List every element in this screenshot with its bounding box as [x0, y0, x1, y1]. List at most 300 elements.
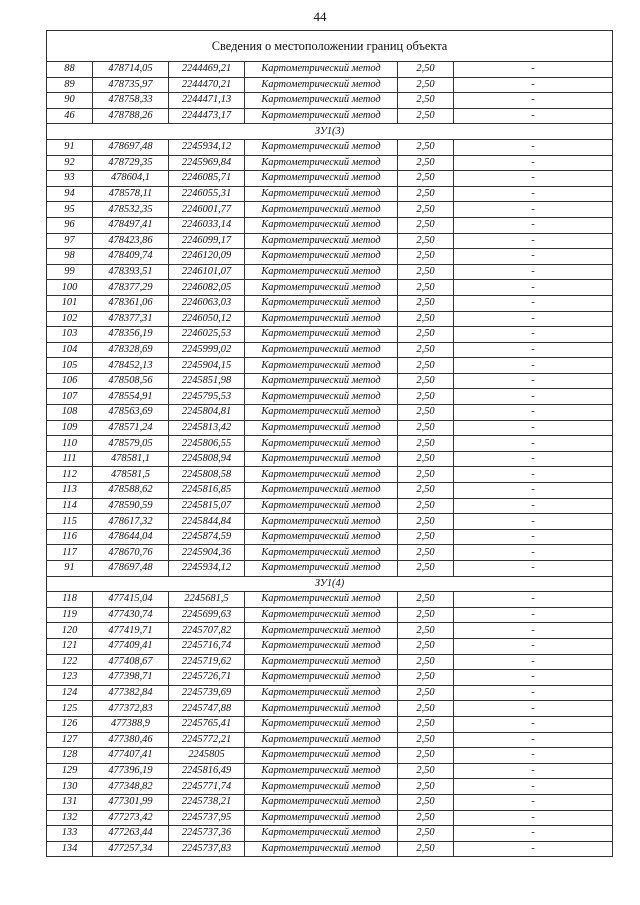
- accuracy-value: 2,50: [398, 358, 454, 374]
- coordinate-x: 477273,42: [93, 810, 169, 826]
- accuracy-value: 2,50: [398, 794, 454, 810]
- coordinate-x: 477372,83: [93, 701, 169, 717]
- coordinate-y: 2245765,41: [169, 716, 245, 732]
- point-description: -: [454, 342, 613, 358]
- accuracy-value: 2,50: [398, 701, 454, 717]
- point-description: -: [454, 467, 613, 483]
- coordinate-y: 2245681,5: [169, 592, 245, 608]
- determination-method: Картометрический метод: [245, 358, 398, 374]
- coordinate-y: 2245737,95: [169, 810, 245, 826]
- table-row: [47, 592, 613, 608]
- point-number: 107: [47, 389, 93, 405]
- accuracy-value: 2,50: [398, 436, 454, 452]
- point-description: -: [454, 451, 613, 467]
- coordinate-y: 2246099,17: [169, 233, 245, 249]
- determination-method: Картометрический метод: [245, 670, 398, 686]
- accuracy-value: 2,50: [398, 592, 454, 608]
- determination-method: Картометрический метод: [245, 171, 398, 187]
- point-description: -: [454, 295, 613, 311]
- accuracy-value: 2,50: [398, 514, 454, 530]
- coordinate-y: 2245874,59: [169, 529, 245, 545]
- determination-method: Картометрический метод: [245, 545, 398, 561]
- point-description: -: [454, 561, 613, 577]
- coordinate-y: 2245738,21: [169, 794, 245, 810]
- point-number: 118: [47, 592, 93, 608]
- determination-method: Картометрический метод: [245, 794, 398, 810]
- coordinate-y: 2246082,05: [169, 280, 245, 296]
- point-description: -: [454, 280, 613, 296]
- point-description: -: [454, 171, 613, 187]
- coordinate-x: 477409,41: [93, 638, 169, 654]
- table-row: [47, 483, 613, 499]
- accuracy-value: 2,50: [398, 638, 454, 654]
- determination-method: Картометрический метод: [245, 233, 398, 249]
- table-row: [47, 498, 613, 514]
- coordinate-x: 478571,24: [93, 420, 169, 436]
- table-row: [47, 171, 613, 187]
- coordinate-y: 2245699,63: [169, 607, 245, 623]
- point-description: -: [454, 108, 613, 124]
- determination-method: Картометрический метод: [245, 607, 398, 623]
- point-number: 112: [47, 467, 93, 483]
- point-description: -: [454, 763, 613, 779]
- point-number: 99: [47, 264, 93, 280]
- determination-method: Картометрический метод: [245, 373, 398, 389]
- point-description: -: [454, 139, 613, 155]
- accuracy-value: 2,50: [398, 779, 454, 795]
- table-row: [47, 217, 613, 233]
- coordinate-y: 2245934,12: [169, 561, 245, 577]
- section-label: ЗУ1(3): [47, 124, 613, 140]
- point-description: -: [454, 186, 613, 202]
- coordinate-x: 478590,59: [93, 498, 169, 514]
- table-row: [47, 529, 613, 545]
- accuracy-value: 2,50: [398, 405, 454, 421]
- point-description: -: [454, 93, 613, 109]
- point-description: -: [454, 420, 613, 436]
- accuracy-value: 2,50: [398, 264, 454, 280]
- point-number: 94: [47, 186, 93, 202]
- coordinate-x: 478697,48: [93, 139, 169, 155]
- coordinate-x: 478579,05: [93, 436, 169, 452]
- accuracy-value: 2,50: [398, 373, 454, 389]
- coordinate-y: 2246001,77: [169, 202, 245, 218]
- point-number: 89: [47, 77, 93, 93]
- point-description: -: [454, 607, 613, 623]
- page-number: 44: [313, 9, 327, 24]
- point-number: 98: [47, 249, 93, 265]
- accuracy-value: 2,50: [398, 217, 454, 233]
- point-number: 131: [47, 794, 93, 810]
- determination-method: Картометрический метод: [245, 716, 398, 732]
- coordinate-x: 477382,84: [93, 685, 169, 701]
- coordinate-y: 2245805: [169, 748, 245, 764]
- table-row: [47, 732, 613, 748]
- point-number: 95: [47, 202, 93, 218]
- determination-method: Картометрический метод: [245, 685, 398, 701]
- point-number: 92: [47, 155, 93, 171]
- accuracy-value: 2,50: [398, 420, 454, 436]
- point-description: -: [454, 389, 613, 405]
- determination-method: Картометрический метод: [245, 841, 398, 857]
- point-number: 110: [47, 436, 93, 452]
- table-row: [47, 280, 613, 296]
- point-description: -: [454, 233, 613, 249]
- point-description: -: [454, 592, 613, 608]
- point-description: -: [454, 794, 613, 810]
- coordinate-x: 478578,11: [93, 186, 169, 202]
- accuracy-value: 2,50: [398, 295, 454, 311]
- point-number: 108: [47, 405, 93, 421]
- point-number: 125: [47, 701, 93, 717]
- determination-method: Картометрический метод: [245, 779, 398, 795]
- coordinate-y: 2246120,09: [169, 249, 245, 265]
- point-description: -: [454, 405, 613, 421]
- coordinate-y: 2244473,17: [169, 108, 245, 124]
- point-description: -: [454, 685, 613, 701]
- point-description: -: [454, 155, 613, 171]
- point-number: 121: [47, 638, 93, 654]
- coordinate-x: 478581,5: [93, 467, 169, 483]
- accuracy-value: 2,50: [398, 810, 454, 826]
- coordinate-x: 478554,91: [93, 389, 169, 405]
- determination-method: Картометрический метод: [245, 763, 398, 779]
- coordinate-x: 478714,05: [93, 62, 169, 78]
- determination-method: Картометрический метод: [245, 420, 398, 436]
- determination-method: Картометрический метод: [245, 405, 398, 421]
- accuracy-value: 2,50: [398, 607, 454, 623]
- point-description: -: [454, 77, 613, 93]
- coordinate-x: 477396,19: [93, 763, 169, 779]
- coordinate-y: 2245904,15: [169, 358, 245, 374]
- coordinate-x: 478508,56: [93, 373, 169, 389]
- accuracy-value: 2,50: [398, 841, 454, 857]
- table-row: [47, 342, 613, 358]
- determination-method: Картометрический метод: [245, 62, 398, 78]
- accuracy-value: 2,50: [398, 670, 454, 686]
- coordinate-y: 2245737,36: [169, 826, 245, 842]
- determination-method: Картометрический метод: [245, 561, 398, 577]
- point-number: 46: [47, 108, 93, 124]
- coordinate-y: 2245747,88: [169, 701, 245, 717]
- coordinate-y: 2245719,62: [169, 654, 245, 670]
- coordinate-x: 477408,67: [93, 654, 169, 670]
- determination-method: Картометрический метод: [245, 327, 398, 343]
- coordinate-x: 478581,1: [93, 451, 169, 467]
- coordinate-y: 2246055,31: [169, 186, 245, 202]
- accuracy-value: 2,50: [398, 545, 454, 561]
- point-number: 128: [47, 748, 93, 764]
- point-number: 119: [47, 607, 93, 623]
- point-description: -: [454, 748, 613, 764]
- table-row: [47, 514, 613, 530]
- coordinate-x: 478563,69: [93, 405, 169, 421]
- accuracy-value: 2,50: [398, 529, 454, 545]
- table-row: [47, 748, 613, 764]
- table-row: [47, 670, 613, 686]
- accuracy-value: 2,50: [398, 483, 454, 499]
- point-number: 93: [47, 171, 93, 187]
- point-description: -: [454, 62, 613, 78]
- coordinate-x: 478644,04: [93, 529, 169, 545]
- table-row: [47, 607, 613, 623]
- table-title-row: [47, 31, 613, 62]
- accuracy-value: 2,50: [398, 280, 454, 296]
- accuracy-value: 2,50: [398, 498, 454, 514]
- determination-method: Картометрический метод: [245, 467, 398, 483]
- table-row: [47, 826, 613, 842]
- table-row: [47, 295, 613, 311]
- table-row: [47, 373, 613, 389]
- table-row: [47, 202, 613, 218]
- coordinate-x: 478328,69: [93, 342, 169, 358]
- determination-method: Картометрический метод: [245, 93, 398, 109]
- point-number: 129: [47, 763, 93, 779]
- table-row: [47, 358, 613, 374]
- point-number: 102: [47, 311, 93, 327]
- determination-method: Картометрический метод: [245, 249, 398, 265]
- point-description: -: [454, 249, 613, 265]
- point-number: 104: [47, 342, 93, 358]
- table-row: [47, 420, 613, 436]
- point-number: 111: [47, 451, 93, 467]
- point-number: 126: [47, 716, 93, 732]
- accuracy-value: 2,50: [398, 171, 454, 187]
- coordinate-y: 2246025,53: [169, 327, 245, 343]
- coordinate-y: 2245816,85: [169, 483, 245, 499]
- coordinate-y: 2245808,94: [169, 451, 245, 467]
- point-number: 91: [47, 139, 93, 155]
- coordinate-y: 2246033,14: [169, 217, 245, 233]
- point-number: 133: [47, 826, 93, 842]
- point-description: -: [454, 264, 613, 280]
- coordinate-y: 2245815,07: [169, 498, 245, 514]
- table-row: [47, 810, 613, 826]
- point-description: -: [454, 623, 613, 639]
- accuracy-value: 2,50: [398, 654, 454, 670]
- point-description: -: [454, 638, 613, 654]
- table-row: [47, 654, 613, 670]
- point-number: 123: [47, 670, 93, 686]
- determination-method: Картометрический метод: [245, 108, 398, 124]
- coordinate-x: 478697,48: [93, 561, 169, 577]
- point-description: -: [454, 358, 613, 374]
- accuracy-value: 2,50: [398, 249, 454, 265]
- point-description: -: [454, 373, 613, 389]
- point-description: -: [454, 810, 613, 826]
- coordinate-y: 2244470,21: [169, 77, 245, 93]
- coordinate-x: 478788,26: [93, 108, 169, 124]
- coordinate-x: 478604,1: [93, 171, 169, 187]
- accuracy-value: 2,50: [398, 202, 454, 218]
- point-number: 114: [47, 498, 93, 514]
- point-number: 109: [47, 420, 93, 436]
- coordinate-y: 2245707,82: [169, 623, 245, 639]
- accuracy-value: 2,50: [398, 763, 454, 779]
- table-row: [47, 186, 613, 202]
- section-row: [47, 124, 613, 140]
- table-row: [47, 841, 613, 857]
- point-number: 117: [47, 545, 93, 561]
- accuracy-value: 2,50: [398, 389, 454, 405]
- determination-method: Картометрический метод: [245, 280, 398, 296]
- table-body: [47, 62, 613, 857]
- table-row: [47, 561, 613, 577]
- table-row: [47, 545, 613, 561]
- coordinate-y: 2245806,55: [169, 436, 245, 452]
- determination-method: Картометрический метод: [245, 389, 398, 405]
- point-number: 122: [47, 654, 93, 670]
- accuracy-value: 2,50: [398, 342, 454, 358]
- point-description: -: [454, 716, 613, 732]
- determination-method: Картометрический метод: [245, 483, 398, 499]
- coordinate-y: 2244469,21: [169, 62, 245, 78]
- point-number: 90: [47, 93, 93, 109]
- coordinate-y: 2245851,98: [169, 373, 245, 389]
- coordinate-x: 478361,06: [93, 295, 169, 311]
- coordinate-x: 478670,76: [93, 545, 169, 561]
- point-number: 120: [47, 623, 93, 639]
- section-row: [47, 576, 613, 592]
- coordinate-x: 478532,35: [93, 202, 169, 218]
- determination-method: Картометрический метод: [245, 826, 398, 842]
- point-description: -: [454, 498, 613, 514]
- determination-method: Картометрический метод: [245, 451, 398, 467]
- table-row: [47, 311, 613, 327]
- coordinate-y: 2245969,84: [169, 155, 245, 171]
- point-description: -: [454, 826, 613, 842]
- coordinate-y: 2244471,13: [169, 93, 245, 109]
- point-number: 124: [47, 685, 93, 701]
- determination-method: Картометрический метод: [245, 295, 398, 311]
- accuracy-value: 2,50: [398, 716, 454, 732]
- accuracy-value: 2,50: [398, 623, 454, 639]
- coordinate-y: 2245804,81: [169, 405, 245, 421]
- point-description: -: [454, 654, 613, 670]
- coordinate-x: 478393,51: [93, 264, 169, 280]
- accuracy-value: 2,50: [398, 93, 454, 109]
- coordinate-x: 478588,62: [93, 483, 169, 499]
- determination-method: Картометрический метод: [245, 748, 398, 764]
- point-description: -: [454, 483, 613, 499]
- table-row: [47, 623, 613, 639]
- coordinate-y: 2245772,21: [169, 732, 245, 748]
- determination-method: Картометрический метод: [245, 342, 398, 358]
- determination-method: Картометрический метод: [245, 701, 398, 717]
- point-number: 103: [47, 327, 93, 343]
- determination-method: Картометрический метод: [245, 436, 398, 452]
- determination-method: Картометрический метод: [245, 514, 398, 530]
- point-number: 130: [47, 779, 93, 795]
- point-number: 115: [47, 514, 93, 530]
- determination-method: Картометрический метод: [245, 155, 398, 171]
- point-description: -: [454, 732, 613, 748]
- table-row: [47, 389, 613, 405]
- point-number: 96: [47, 217, 93, 233]
- point-number: 116: [47, 529, 93, 545]
- accuracy-value: 2,50: [398, 155, 454, 171]
- accuracy-value: 2,50: [398, 561, 454, 577]
- coordinate-x: 478377,29: [93, 280, 169, 296]
- determination-method: Картометрический метод: [245, 202, 398, 218]
- coordinate-y: 2245813,42: [169, 420, 245, 436]
- coordinate-y: 2245716,74: [169, 638, 245, 654]
- table-row: [47, 467, 613, 483]
- point-number: 100: [47, 280, 93, 296]
- determination-method: Картометрический метод: [245, 654, 398, 670]
- coordinate-y: 2245844,84: [169, 514, 245, 530]
- coordinate-y: 2245739,69: [169, 685, 245, 701]
- coordinate-x: 478617,32: [93, 514, 169, 530]
- coordinate-x: 478423,86: [93, 233, 169, 249]
- accuracy-value: 2,50: [398, 467, 454, 483]
- coordinate-x: 478409,74: [93, 249, 169, 265]
- coordinate-x: 477388,9: [93, 716, 169, 732]
- point-description: -: [454, 436, 613, 452]
- table-row: [47, 233, 613, 249]
- table-title: Сведения о местоположении границ объекта: [47, 31, 613, 62]
- point-description: -: [454, 545, 613, 561]
- point-number: 127: [47, 732, 93, 748]
- table-row: [47, 716, 613, 732]
- accuracy-value: 2,50: [398, 685, 454, 701]
- accuracy-value: 2,50: [398, 732, 454, 748]
- accuracy-value: 2,50: [398, 748, 454, 764]
- determination-method: Картометрический метод: [245, 77, 398, 93]
- determination-method: Картометрический метод: [245, 186, 398, 202]
- coordinate-x: 478377,31: [93, 311, 169, 327]
- point-description: -: [454, 701, 613, 717]
- determination-method: Картометрический метод: [245, 638, 398, 654]
- coordinate-y: 2245795,53: [169, 389, 245, 405]
- coordinate-y: 2246085,71: [169, 171, 245, 187]
- coordinate-y: 2246101,07: [169, 264, 245, 280]
- coordinate-x: 478497,41: [93, 217, 169, 233]
- determination-method: Картометрический метод: [245, 529, 398, 545]
- table-row: [47, 763, 613, 779]
- point-description: -: [454, 779, 613, 795]
- table-row: [47, 77, 613, 93]
- table-row: [47, 139, 613, 155]
- coordinate-y: 2245999,02: [169, 342, 245, 358]
- table-row: [47, 155, 613, 171]
- coordinate-y: 2245934,12: [169, 139, 245, 155]
- table-row: [47, 701, 613, 717]
- point-description: -: [454, 217, 613, 233]
- table-row: [47, 779, 613, 795]
- coordinate-x: 477257,34: [93, 841, 169, 857]
- point-number: 97: [47, 233, 93, 249]
- determination-method: Картометрический метод: [245, 732, 398, 748]
- point-description: -: [454, 311, 613, 327]
- accuracy-value: 2,50: [398, 139, 454, 155]
- coordinate-x: 478729,35: [93, 155, 169, 171]
- coordinate-x: 478356,19: [93, 327, 169, 343]
- section-label: ЗУ1(4): [47, 576, 613, 592]
- table-row: [47, 451, 613, 467]
- coordinate-y: 2245737,83: [169, 841, 245, 857]
- determination-method: Картометрический метод: [245, 311, 398, 327]
- accuracy-value: 2,50: [398, 826, 454, 842]
- point-number: 88: [47, 62, 93, 78]
- point-number: 101: [47, 295, 93, 311]
- coordinate-x: 477398,71: [93, 670, 169, 686]
- table-row: [47, 108, 613, 124]
- table-row: [47, 685, 613, 701]
- accuracy-value: 2,50: [398, 108, 454, 124]
- point-description: -: [454, 529, 613, 545]
- accuracy-value: 2,50: [398, 233, 454, 249]
